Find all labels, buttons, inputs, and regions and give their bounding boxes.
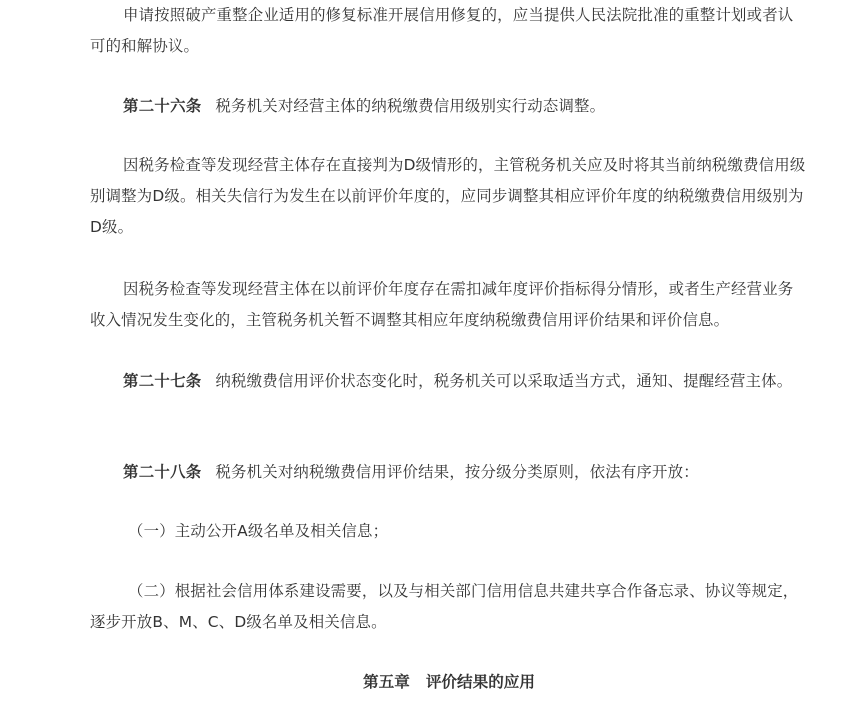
list-item-2: （二）根据社会信用体系建设需要，以及与相关部门信用信息共建共享合作备忘录、协议等规定，逐步开放B、M、C、D级名单及相关信息。 [90,582,799,631]
article-26-text: 税务机关对经营主体的纳税缴费信用级别实行动态调整。 [215,97,606,115]
article-27-text: 纳税缴费信用评价状态变化时，税务机关可以采取适当方式，通知、提醒经营主体。 [215,372,793,390]
paragraph-no-adjust: 因税务检查等发现经营主体在以前评价年度存在需扣减年度评价指标得分情形，或者生产经营业务收入情况发生变化的，主管税务机关暂不调整其相应年度纳税缴费信用评价结果和评价信息。 [90,280,794,329]
chapter-heading [90,667,808,698]
paragraph-repair-standard: 申请按照破产重整企业适用的修复标准开展信用修复的，应当提供人民法院批准的重整计划或者认可的和解协议。 [90,6,794,55]
chapter-number: 第五章 [363,673,410,691]
article-27-number: 第二十七条 [123,372,202,390]
list-item-1: （一）主动公开A级名单及相关信息； [128,522,389,540]
article-28-text: 税务机关对纳税缴费信用评价结果，按分级分类原则，依法有序开放： [215,463,699,481]
article-26 [90,91,808,122]
article-27 [90,366,808,397]
article-28 [90,457,808,488]
chapter-title: 评价结果的应用 [425,673,535,691]
article-26-number: 第二十六条 [123,97,202,115]
paragraph-d-level-adjust: 因税务检查等发现经营主体存在直接判为D级情形的，主管税务机关应及时将其当前纳税缴费信用级别调整为D级。相关失信行为发生在以前评价年度的，应同步调整其相应评价年度的纳税缴费信用级别为D级。 [90,156,806,236]
article-28-number: 第二十八条 [123,463,202,481]
